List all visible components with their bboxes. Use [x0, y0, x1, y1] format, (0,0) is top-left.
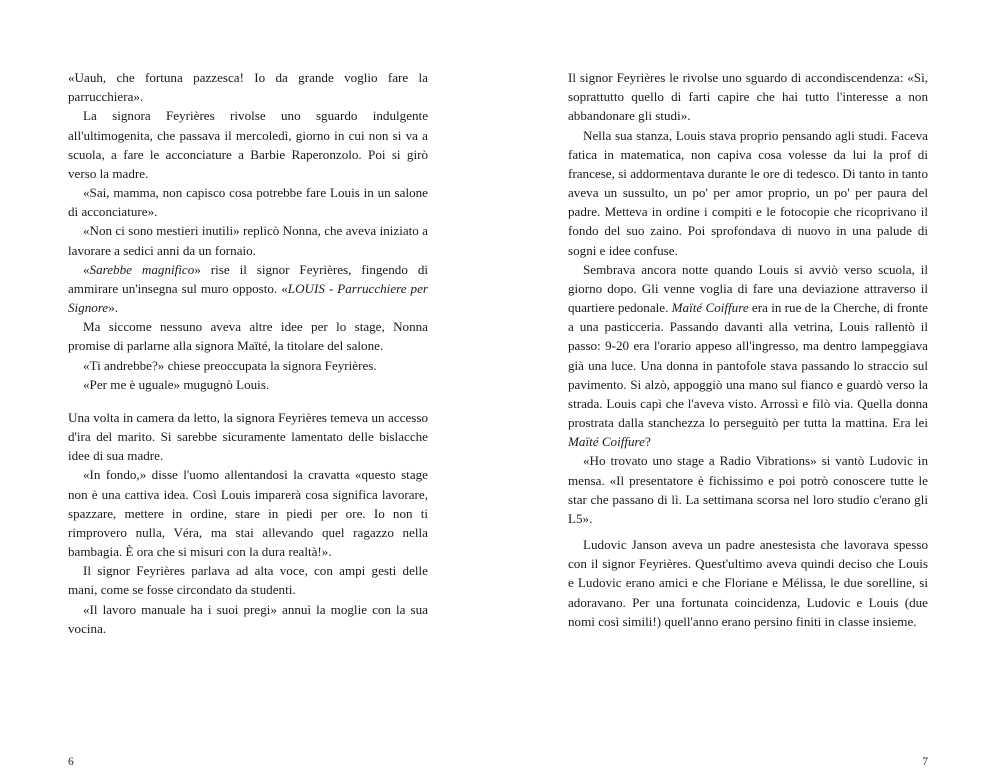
- paragraph: Una volta in camera da letto, la signora Feyrières temeva un accesso d'ira del marito. Si sarebbe sicuramente lamentato delle bislacche idee di sua madre.: [68, 409, 428, 464]
- paragraph: «Sarebbe magnifico» rise il signor Feyrières, fingendo di ammirare un'insegna sul muro opposto. «LOUIS - Parrucchiere per Signore».: [68, 261, 428, 316]
- page-right-text-column: [568, 68, 928, 631]
- page-number-right: 7: [922, 756, 928, 768]
- paragraph: «In fondo,» disse l'uomo allentandosi la cravatta «questo stage non è una cattiva idea. Così Louis imparerà cosa significa lavorare, spazzare, mettere in ordine, stare in piedi per ore. Io non ti rimprovero nulla, Véra, ma stai allevando quel ragazzo nella bambagia. È ora che si misuri con la dura realtà!».: [68, 467, 428, 560]
- paragraph: La signora Feyrières rivolse uno sguardo indulgente all'ultimogenita, che passava il mercoledì, giorno in cui non si va a scuola, a fare le acconciature a Barbie Raperonzolo. Poi si girò verso la madre.: [68, 108, 428, 181]
- paragraph: «Ti andrebbe?» chiese preoccupata la signora Feyrières.: [83, 357, 377, 373]
- paragraph: «Per me è uguale» mugugnò Louis.: [83, 376, 270, 392]
- paragraph: Il signor Feyrières parlava ad alta voce, con ampi gesti delle mani, come se fosse circondato da studenti.: [68, 563, 428, 598]
- paragraph: «Non ci sono mestieri inutili» replicò Nonna, che aveva iniziato a lavorare a sedici anni da un fornaio.: [68, 223, 428, 258]
- page-right: [568, 68, 928, 768]
- page-left-text-column: [68, 68, 428, 638]
- page-left: [68, 68, 428, 768]
- paragraph: Nella sua stanza, Louis stava proprio pensando agli studi. Faceva fatica in matematica, non capiva cosa volesse da lui la prof di francese, si addormentava durante le ore di tedesco. Di tanto in tanto aveva un sussulto, un po' per amor proprio, un po' per paura del padre. Metteva in ordine i compiti e le fotocopie che ricoprivano il fondo del suo zaino. Poi sprofondava di nuovo in una palude di sogni e idee confuse.: [568, 127, 928, 258]
- paragraph: «Sai, mamma, non capisco cosa potrebbe fare Louis in un salone di acconciature».: [68, 185, 428, 220]
- paragraph: Ma siccome nessuno aveva altre idee per lo stage, Nonna promise di parlarne alla signora Maïté, la titolare del salone.: [68, 319, 428, 354]
- paragraph: «Ho trovato uno stage a Radio Vibrations» si vantò Ludovic in mensa. «Il presentatore è fichissimo e poi potrò conoscere tutte le star che passano di lì. La settimana scorsa nel loro studio c'erano gli L5».: [568, 453, 928, 526]
- paragraph: «Il lavoro manuale ha i suoi pregi» annuì la moglie con la sua vocina.: [68, 601, 428, 636]
- paragraph: Sembrava ancora notte quando Louis si avviò verso scuola, il giorno dopo. Gli venne voglia di fare una deviazione attraverso il quartiere pedonale. Maïté Coiffure era in rue de la Cherche, di fronte a una pasticceria. Passando davanti alla vetrina, Louis rallentò il passo: 9-20 era l'orario appeso all'ingresso, ma dentro lampeggiava già una luce. Una donna in pantofole stava passando lo straccio sul pavimento. Si alzò, appoggiò una mano sul fianco e guardò verso la strada. Louis capì che l'aveva visto. Arrossì e filò via. Quella donna prostrata dalla stanchezza lo perseguitò per tutta la mattina. Era lei Maïté Coiffure?: [568, 261, 928, 450]
- paragraph: Il signor Feyrières le rivolse uno sguardo di accondiscendenza: «Sì, soprattutto quello di farti capire che hai tutto l'interesse a non abbandonare gli studi».: [568, 70, 928, 124]
- paragraph: Ludovic Janson aveva un padre anestesista che lavorava spesso con il signor Feyrières. Quest'ultimo aveva quindi deciso che Louis e Ludovic erano amici e che Floriane e Mélissa, le due sorelline, si adoravano. Per una fortunata coincidenza, Ludovic e Louis (due nomi così simili!) quell'anno erano persino finiti in classe insieme.: [568, 537, 928, 629]
- page-number-left: 6: [68, 756, 74, 768]
- paragraph: «Uauh, che fortuna pazzesca! Io da grande voglio fare la parrucchiera».: [68, 70, 428, 105]
